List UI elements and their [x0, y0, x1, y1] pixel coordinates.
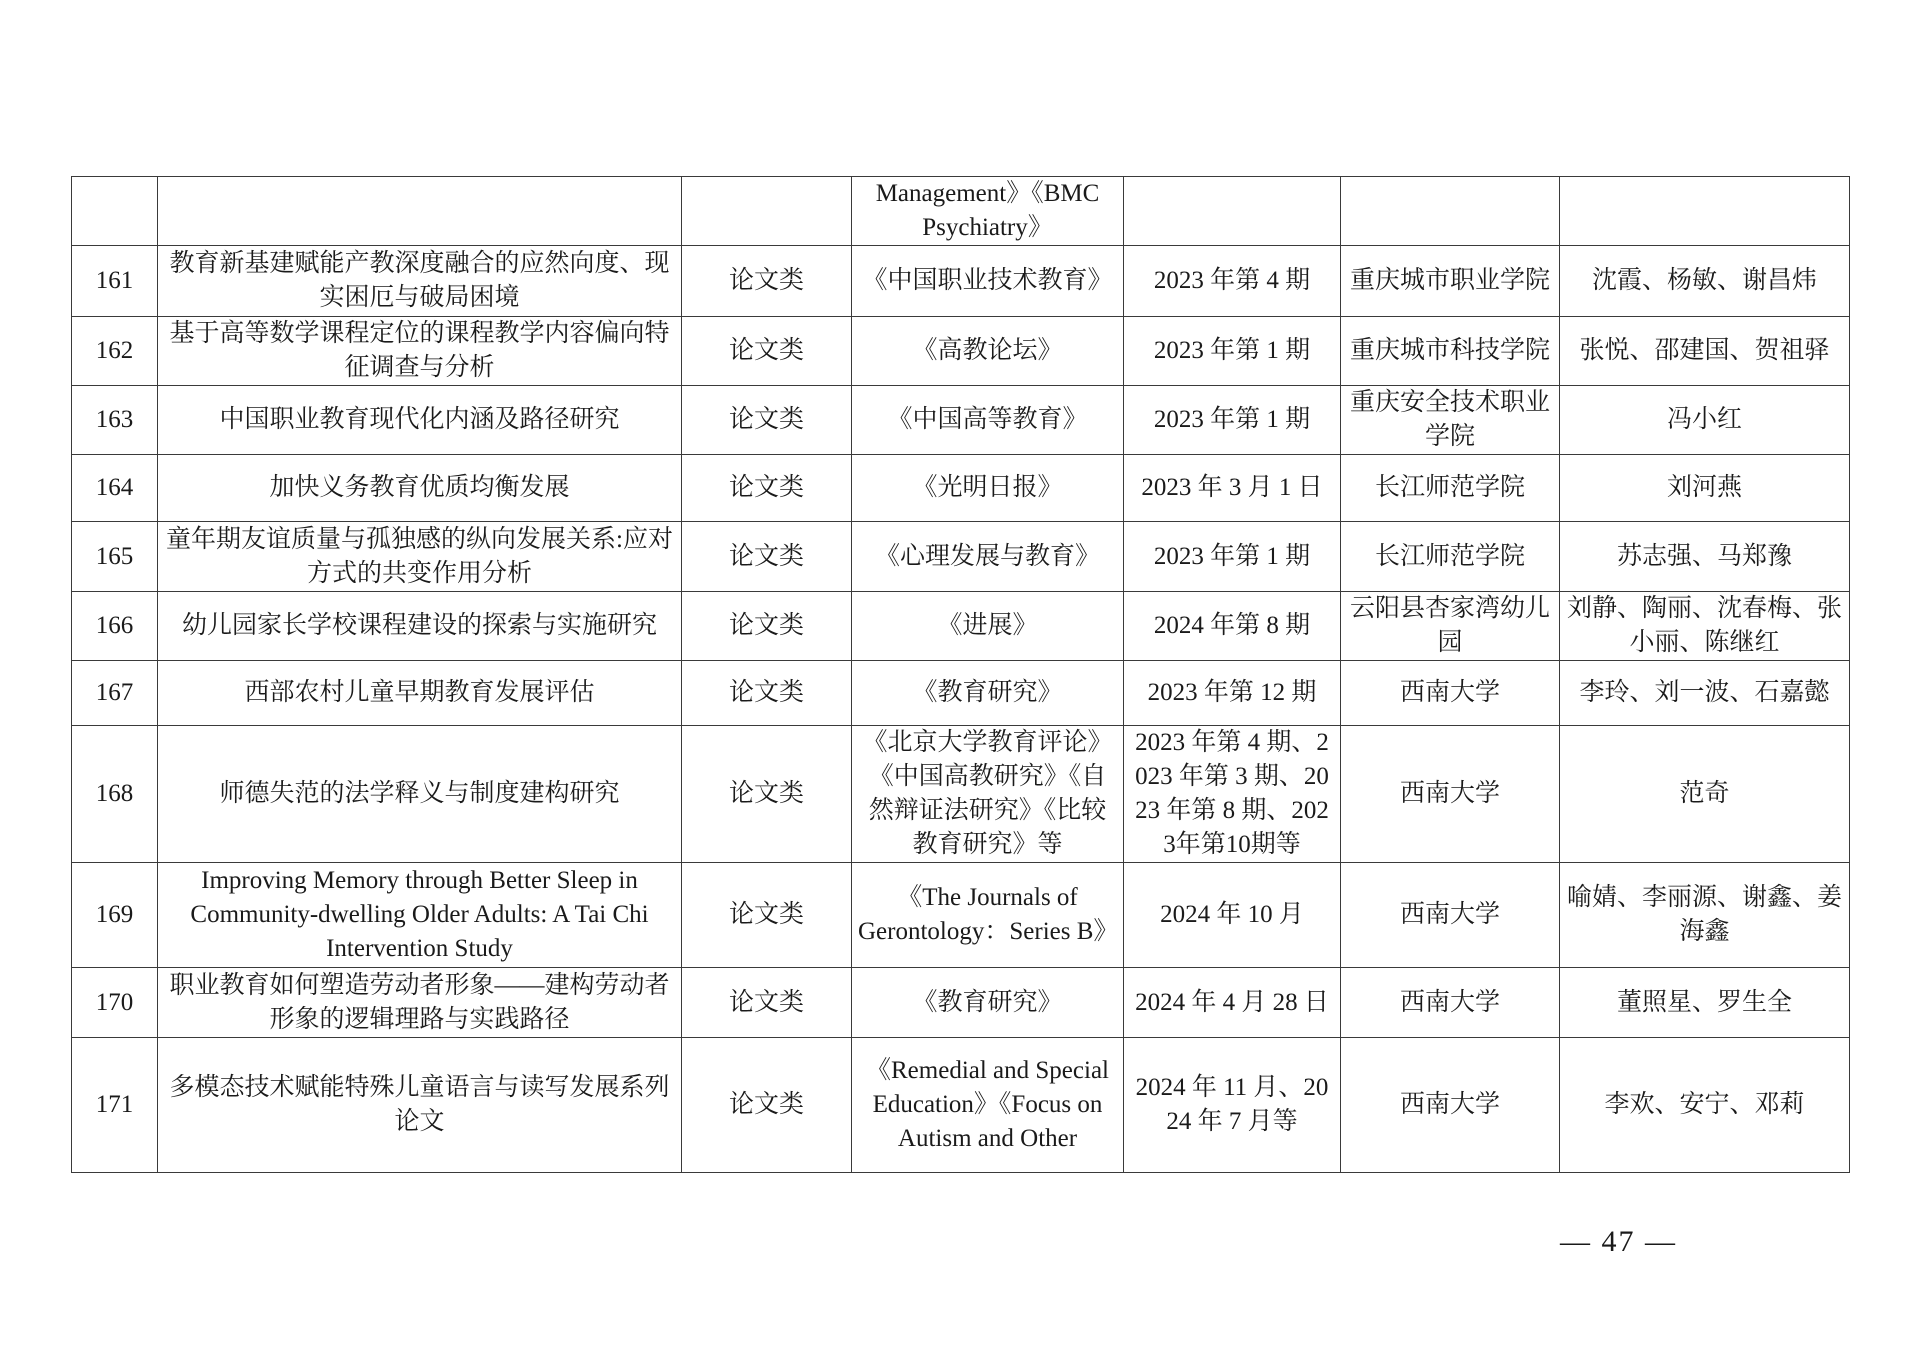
cell-number: 162 — [72, 317, 158, 386]
cell-publication: 《北京大学教育评论》《中国高教研究》《自然辩证法研究》《比较教育研究》等 — [852, 726, 1124, 863]
achievements-table — [71, 176, 1850, 1173]
cell-title: 童年期友谊质量与孤独感的纵向发展关系:应对方式的共变作用分析 — [158, 522, 682, 592]
cell-title: 加快义务教育优质均衡发展 — [158, 455, 682, 522]
cell-institution: 西南大学 — [1341, 968, 1560, 1038]
cell-number: 170 — [72, 968, 158, 1038]
cell-authors: 冯小红 — [1560, 386, 1850, 455]
table-row — [72, 863, 1850, 968]
cell-authors: 范奇 — [1560, 726, 1850, 863]
cell-institution — [1341, 177, 1560, 246]
cell-number: 168 — [72, 726, 158, 863]
cell-institution: 重庆城市职业学院 — [1341, 246, 1560, 317]
cell-number: 161 — [72, 246, 158, 317]
cell-title: 多模态技术赋能特殊儿童语言与读写发展系列论文 — [158, 1038, 682, 1173]
cell-category: 论文类 — [682, 726, 852, 863]
cell-title: 师德失范的法学释义与制度建构研究 — [158, 726, 682, 863]
cell-authors: 刘静、陶丽、沈春梅、张小丽、陈继红 — [1560, 592, 1850, 661]
cell-date: 2024 年第 8 期 — [1124, 592, 1341, 661]
cell-publication: 《光明日报》 — [852, 455, 1124, 522]
cell-date: 2023 年第 4 期、2023 年第 3 期、2023 年第 8 期、2023年第10期等 — [1124, 726, 1341, 863]
cell-institution: 西南大学 — [1341, 726, 1560, 863]
table-row — [72, 246, 1850, 317]
cell-category: 论文类 — [682, 968, 852, 1038]
cell-authors — [1560, 177, 1850, 246]
cell-institution: 重庆城市科技学院 — [1341, 317, 1560, 386]
cell-category: 论文类 — [682, 1038, 852, 1173]
cell-publication: 《心理发展与教育》 — [852, 522, 1124, 592]
cell-authors: 张悦、邵建国、贺祖驿 — [1560, 317, 1850, 386]
table-row — [72, 386, 1850, 455]
cell-authors: 董照星、罗生全 — [1560, 968, 1850, 1038]
cell-institution: 西南大学 — [1341, 863, 1560, 968]
cell-authors: 刘河燕 — [1560, 455, 1850, 522]
cell-authors: 李欢、安宁、邓莉 — [1560, 1038, 1850, 1173]
cell-date: 2023 年第 1 期 — [1124, 522, 1341, 592]
cell-institution: 重庆安全技术职业学院 — [1341, 386, 1560, 455]
table-row — [72, 455, 1850, 522]
cell-category: 论文类 — [682, 317, 852, 386]
cell-title: 中国职业教育现代化内涵及路径研究 — [158, 386, 682, 455]
cell-date — [1124, 177, 1341, 246]
cell-category: 论文类 — [682, 246, 852, 317]
cell-date: 2023 年第 12 期 — [1124, 661, 1341, 726]
cell-authors: 苏志强、马郑豫 — [1560, 522, 1850, 592]
cell-institution: 云阳县杏家湾幼儿园 — [1341, 592, 1560, 661]
cell-date: 2023 年第 1 期 — [1124, 386, 1341, 455]
cell-number: 163 — [72, 386, 158, 455]
cell-institution: 长江师范学院 — [1341, 455, 1560, 522]
cell-date: 2023 年第 4 期 — [1124, 246, 1341, 317]
cell-authors: 沈霞、杨敏、谢昌炜 — [1560, 246, 1850, 317]
cell-date: 2024 年 11 月、2024 年 7 月等 — [1124, 1038, 1341, 1173]
page-number: — 47 — — [1560, 1225, 1677, 1258]
cell-publication: 《高教论坛》 — [852, 317, 1124, 386]
cell-publication: 《进展》 — [852, 592, 1124, 661]
table-row — [72, 522, 1850, 592]
table-row — [72, 317, 1850, 386]
cell-title: 基于高等数学课程定位的课程教学内容偏向特征调查与分析 — [158, 317, 682, 386]
cell-number: 171 — [72, 1038, 158, 1173]
cell-title: 幼儿园家长学校课程建设的探索与实施研究 — [158, 592, 682, 661]
cell-publication: 《The Journals of Gerontology：Series B》 — [852, 863, 1124, 968]
cell-title: 西部农村儿童早期教育发展评估 — [158, 661, 682, 726]
cell-category: 论文类 — [682, 661, 852, 726]
cell-category: 论文类 — [682, 863, 852, 968]
cell-category: 论文类 — [682, 522, 852, 592]
cell-institution: 长江师范学院 — [1341, 522, 1560, 592]
cell-publication: 《Remedial and Special Education》《Focus on Autism and Other — [852, 1038, 1124, 1173]
cell-publication: Management》《BMC Psychiatry》 — [852, 177, 1124, 246]
cell-number: 165 — [72, 522, 158, 592]
cell-date: 2024 年 10 月 — [1124, 863, 1341, 968]
cell-authors: 李玲、刘一波、石嘉懿 — [1560, 661, 1850, 726]
cell-publication: 《中国高等教育》 — [852, 386, 1124, 455]
cell-publication: 《中国职业技术教育》 — [852, 246, 1124, 317]
cell-title: 职业教育如何塑造劳动者形象——建构劳动者形象的逻辑理路与实践路径 — [158, 968, 682, 1038]
cell-number: 169 — [72, 863, 158, 968]
cell-number: 164 — [72, 455, 158, 522]
cell-date: 2024 年 4 月 28 日 — [1124, 968, 1341, 1038]
cell-institution: 西南大学 — [1341, 661, 1560, 726]
table-row — [72, 1038, 1850, 1173]
cell-date: 2023 年第 1 期 — [1124, 317, 1341, 386]
cell-category: 论文类 — [682, 455, 852, 522]
cell-publication: 《教育研究》 — [852, 661, 1124, 726]
cell-date: 2023 年 3 月 1 日 — [1124, 455, 1341, 522]
table-row — [72, 968, 1850, 1038]
table-row — [72, 726, 1850, 863]
cell-publication: 《教育研究》 — [852, 968, 1124, 1038]
table-row — [72, 661, 1850, 726]
cell-authors: 喻婧、李丽源、谢鑫、姜海鑫 — [1560, 863, 1850, 968]
table-row-continued — [72, 177, 1850, 246]
cell-title: 教育新基建赋能产教深度融合的应然向度、现实困厄与破局困境 — [158, 246, 682, 317]
cell-number: 167 — [72, 661, 158, 726]
cell-institution: 西南大学 — [1341, 1038, 1560, 1173]
cell-category: 论文类 — [682, 386, 852, 455]
cell-title — [158, 177, 682, 246]
cell-number: 166 — [72, 592, 158, 661]
cell-number — [72, 177, 158, 246]
cell-title: Improving Memory through Better Sleep in Community-dwelling Older Adults: A Tai Chi Intervention Study — [158, 863, 682, 968]
cell-category — [682, 177, 852, 246]
cell-category: 论文类 — [682, 592, 852, 661]
table-row — [72, 592, 1850, 661]
